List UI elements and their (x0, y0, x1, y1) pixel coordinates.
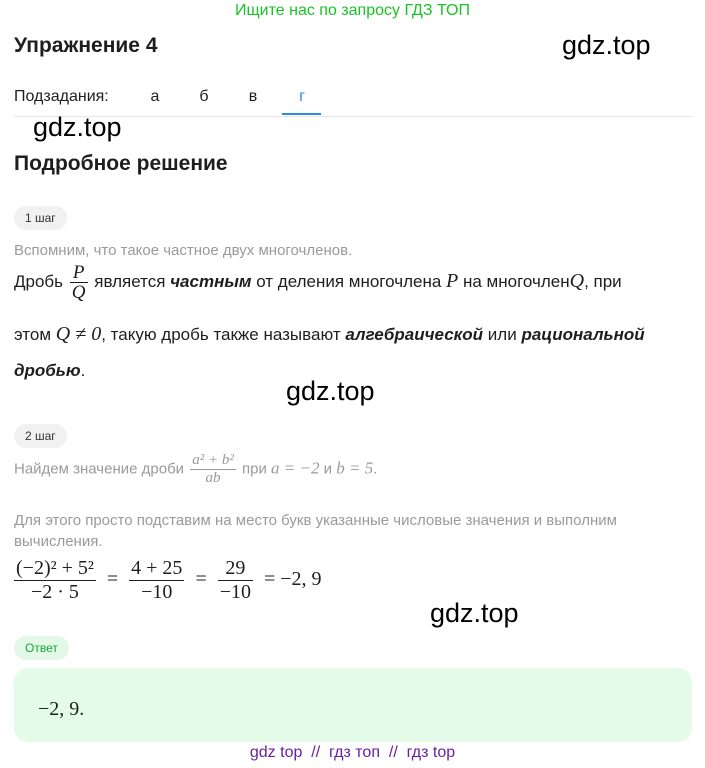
equals-sign: = (106, 568, 119, 591)
footer-links: gdz top // гдз топ // гдз top (249, 744, 456, 761)
text: при (242, 460, 267, 478)
calc-result: = −2, 9 (264, 568, 322, 591)
step-badge: 1 шаг (14, 206, 67, 230)
emphasis-term: дробью (14, 361, 81, 380)
subtasks-label: Подзадания: (14, 88, 109, 105)
calculation (14, 557, 322, 604)
tab-a[interactable]: а (150, 88, 160, 105)
text: от деления многочлена (256, 271, 442, 291)
fraction-denominator: ab (205, 470, 221, 486)
fraction-numerator: P (70, 263, 88, 283)
step-hint: Вспомним, что такое частное двух многочленов. (14, 242, 353, 259)
fraction-denominator: Q (71, 282, 86, 303)
text: на многочлен (462, 271, 570, 291)
calc-fraction-1 (14, 557, 96, 604)
answer-badge: Ответ (14, 636, 69, 660)
tab-b[interactable]: б (199, 88, 209, 105)
math-p: P (446, 269, 459, 292)
math-b-value: b = 5 (336, 458, 374, 478)
text: и (323, 460, 333, 478)
text: . (373, 460, 378, 478)
text: , при (584, 271, 622, 291)
fraction-denominator: −10 (141, 581, 173, 603)
watermark: gdz.top (33, 112, 122, 142)
tab-v[interactable]: в (248, 88, 258, 105)
step-hint (14, 452, 377, 487)
text: , такую дробь также называют (101, 325, 341, 344)
text: . (80, 361, 86, 380)
search-banner: Ищите нас по запросу ГДЗ ТОП (235, 2, 470, 19)
emphasis-term: алгебраической (345, 325, 484, 344)
step-explanation: Для этого просто подставим на место букв указанные числовые значения и выполним вычисления. (14, 512, 617, 550)
watermark: gdz.top (562, 30, 651, 60)
step-badge: 2 шаг (14, 424, 67, 448)
calc-fraction-3 (218, 557, 253, 604)
fraction-numerator: 29 (218, 557, 253, 581)
text: этом (14, 325, 52, 344)
answer-value: −2, 9. (38, 698, 85, 720)
text: Найдем значение дроби (14, 460, 185, 478)
fraction-numerator: a² + b² (192, 452, 234, 468)
watermark: gdz.top (430, 598, 519, 628)
fraction-numerator: (−2)² + 5² (16, 557, 94, 579)
definition-line-3 (14, 362, 85, 379)
definition-line-2 (14, 324, 645, 344)
emphasis-term: частным (170, 271, 252, 291)
section-title: Подробное решение (14, 152, 228, 175)
page-title: Упражнение 4 (14, 34, 158, 57)
emphasis-term: рациональной (521, 325, 645, 344)
fraction-pq (70, 263, 88, 302)
definition-line-1 (14, 263, 622, 302)
text: Дробь (14, 271, 64, 291)
fraction-numerator: 4 + 25 (131, 557, 183, 579)
fraction-expression (190, 452, 236, 487)
calc-fraction-2 (129, 557, 184, 604)
math-q: Q (569, 269, 585, 292)
equals-sign: = (195, 568, 207, 591)
answer-box (14, 668, 692, 742)
math-condition: Q ≠ 0 (55, 323, 102, 345)
math-a-value: a = −2 (271, 458, 320, 478)
fraction-denominator: −2 · 5 (30, 581, 79, 603)
fraction-denominator: −10 (219, 581, 251, 603)
watermark: gdz.top (286, 376, 375, 406)
text: является (94, 271, 166, 291)
active-tab-indicator (282, 113, 321, 115)
tab-g[interactable]: г (299, 88, 305, 105)
text: или (487, 325, 517, 344)
